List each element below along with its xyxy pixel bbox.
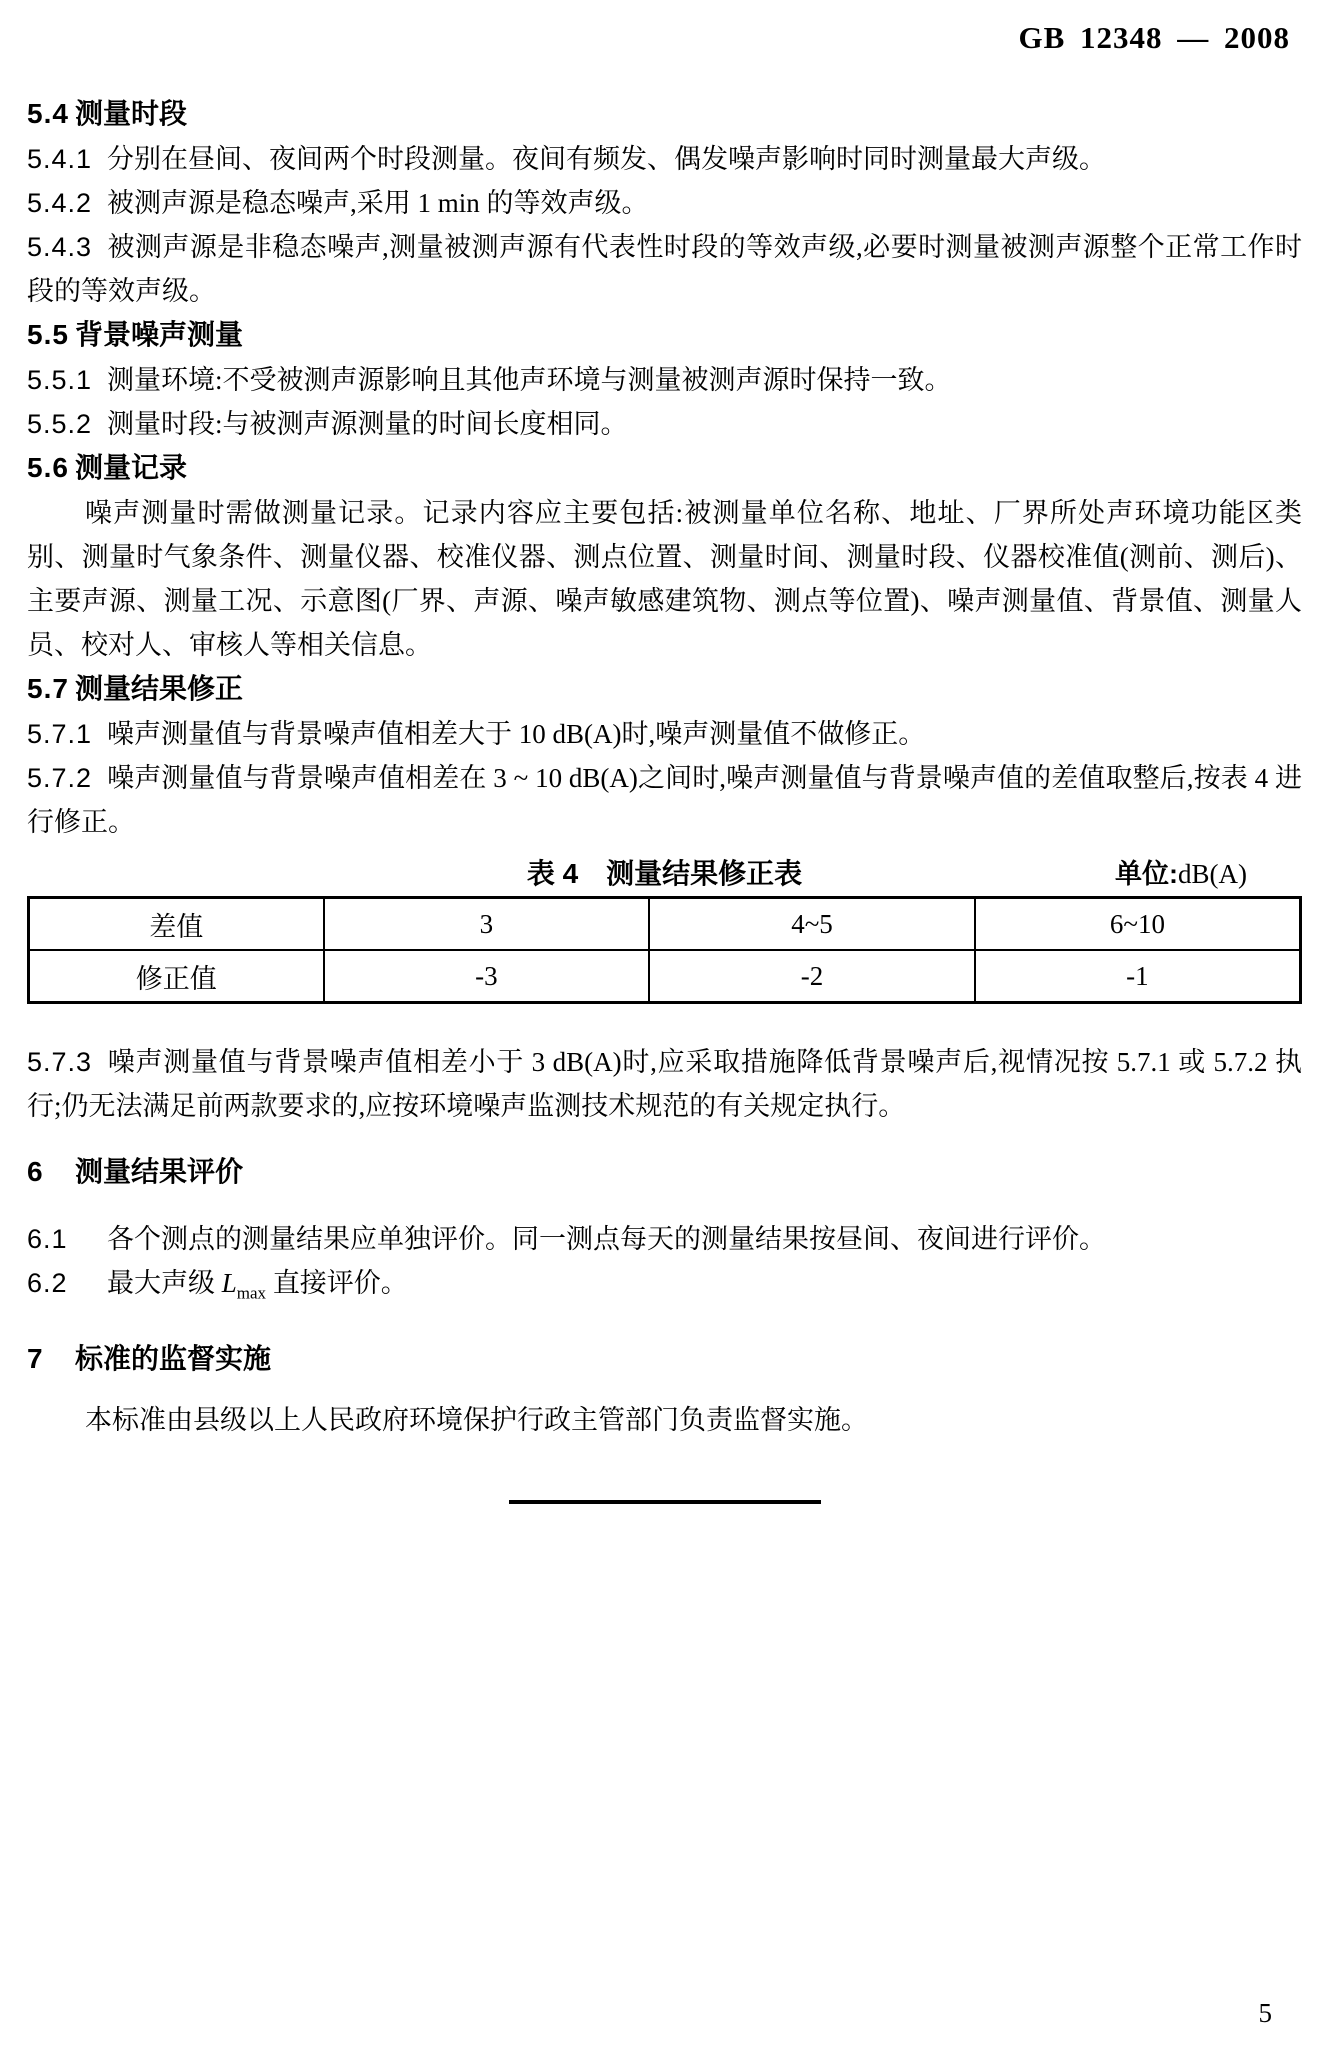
end-of-text-rule	[509, 1500, 821, 1504]
clause-title: 标准的监督实施	[75, 1343, 272, 1375]
clause-number: 5.5.1	[27, 365, 93, 395]
clause-5-4-1	[27, 137, 1302, 181]
clause-title: 测量时段	[75, 98, 188, 129]
page-content	[0, 92, 1330, 1504]
section-heading-5-4	[27, 92, 1302, 137]
table4-caption-row	[27, 852, 1302, 896]
clause-text	[107, 1268, 408, 1303]
lmax-subscript: max	[236, 1283, 267, 1303]
clause-text: 测量环境:不受被测声源影响且其他声环境与测量被测声源时保持一致。	[107, 365, 952, 395]
clause-text: 被测声源是非稳态噪声,测量被测声源有代表性时段的等效声级,必要时测量被测声源整个正常工作时段的等效声级。	[27, 232, 1302, 306]
table-cell: 4~5	[649, 898, 975, 951]
clause-5-7-2	[27, 756, 1302, 844]
clause-text: 噪声测量值与背景噪声值相差大于 10 dB(A)时,噪声测量值不做修正。	[107, 719, 926, 749]
clause-number: 5.4.1	[27, 144, 93, 174]
unit-value: dB(A)	[1178, 859, 1247, 889]
clause-text: 测量时段:与被测声源测量的时间长度相同。	[107, 409, 628, 439]
table-row	[29, 950, 1301, 1003]
clause-6-2	[27, 1261, 1302, 1315]
clause-text: 噪声测量值与背景噪声值相差在 3 ~ 10 dB(A)之间时,噪声测量值与背景噪声值的差值取整后,按表 4 进行修正。	[27, 763, 1302, 837]
clause-number: 7	[27, 1343, 44, 1375]
clause-5-5-2	[27, 402, 1302, 446]
clause-number: 5.4.3	[27, 232, 93, 262]
table-cell: -1	[975, 950, 1301, 1003]
section-heading-5-5	[27, 313, 1302, 358]
clause-5-7-1	[27, 712, 1302, 756]
table-cell: 3	[324, 898, 650, 951]
lmax-symbol: L	[221, 1268, 237, 1298]
clause-title: 测量记录	[75, 452, 188, 483]
clause-number: 5.6	[27, 452, 69, 483]
table-cell: 6~10	[975, 898, 1301, 951]
section-heading-6	[27, 1150, 1302, 1195]
clause-text: 被测声源是稳态噪声,采用 1 min 的等效声级。	[107, 188, 649, 218]
clause-number: 5.5	[27, 319, 69, 350]
row-label: 修正值	[29, 950, 324, 1003]
section-heading-5-7	[27, 667, 1302, 712]
clause-text: 各个测点的测量结果应单独评价。同一测点每天的测量结果按昼间、夜间进行评价。	[107, 1224, 1106, 1254]
clause-6-1	[27, 1217, 1302, 1261]
clause-number: 6.1	[27, 1224, 68, 1254]
table4-caption: 表 4 测量结果修正表	[526, 858, 803, 889]
section-heading-5-6	[27, 446, 1302, 491]
clause-number: 5.7	[27, 673, 69, 704]
page-number: 5	[1258, 1998, 1272, 2028]
clause-number: 6.2	[27, 1268, 68, 1298]
clause-5-6-paragraph: 噪声测量时需做测量记录。记录内容应主要包括:被测量单位名称、地址、厂界所处声环境功能区类别、测量时气象条件、测量仪器、校准仪器、测点位置、测量时间、测量时段、仪器校准值(测前、测后)、主要声源、测量工况、示意图(厂界、声源、噪声敏感建筑物、测点等位置)、噪声测量值、背景值、测量人员、校对人、审核人等相关信息。	[27, 498, 1302, 660]
clause-title: 测量结果修正	[75, 673, 244, 704]
table4-unit-label	[1115, 852, 1247, 896]
section-heading-7	[27, 1337, 1302, 1382]
clause-number: 5.7.1	[27, 719, 93, 749]
table-cell: -3	[324, 950, 650, 1003]
clause-text: 噪声测量值与背景噪声值相差小于 3 dB(A)时,应采取措施降低背景噪声后,视情况按 5.7.1 或 5.7.2 执行;仍无法满足前两款要求的,应按环境噪声监测技术规范的有关规定执行。	[27, 1047, 1302, 1121]
clause-5-4-2	[27, 181, 1302, 225]
table-cell: -2	[649, 950, 975, 1003]
clause-number: 5.7.3	[27, 1047, 93, 1077]
row-label: 差值	[29, 898, 324, 951]
clause-5-7-3	[27, 1040, 1302, 1128]
clause-number: 5.4	[27, 98, 69, 129]
clause-title: 背景噪声测量	[75, 319, 244, 350]
clause-5-4-3	[27, 225, 1302, 313]
doc-code: GB 12348 — 2008	[1018, 20, 1290, 55]
clause-number: 6	[27, 1156, 44, 1187]
clause-text: 分别在昼间、夜间两个时段测量。夜间有频发、偶发噪声影响时同时测量最大声级。	[107, 144, 1106, 174]
clause-text-suffix: 直接评价。	[266, 1268, 408, 1298]
clause-number: 5.7.2	[27, 763, 93, 793]
table-row	[29, 898, 1301, 951]
clause-number: 5.4.2	[27, 188, 93, 218]
clause-title: 测量结果评价	[75, 1156, 244, 1187]
clause-text-prefix: 最大声级	[107, 1268, 222, 1298]
unit-prefix: 单位:	[1115, 859, 1178, 889]
correction-table	[27, 896, 1302, 1004]
clause-5-5-1	[27, 358, 1302, 402]
clause-7-paragraph: 本标准由县级以上人民政府环境保护行政主管部门负责监督实施。	[85, 1405, 868, 1436]
clause-number: 5.5.2	[27, 409, 93, 439]
